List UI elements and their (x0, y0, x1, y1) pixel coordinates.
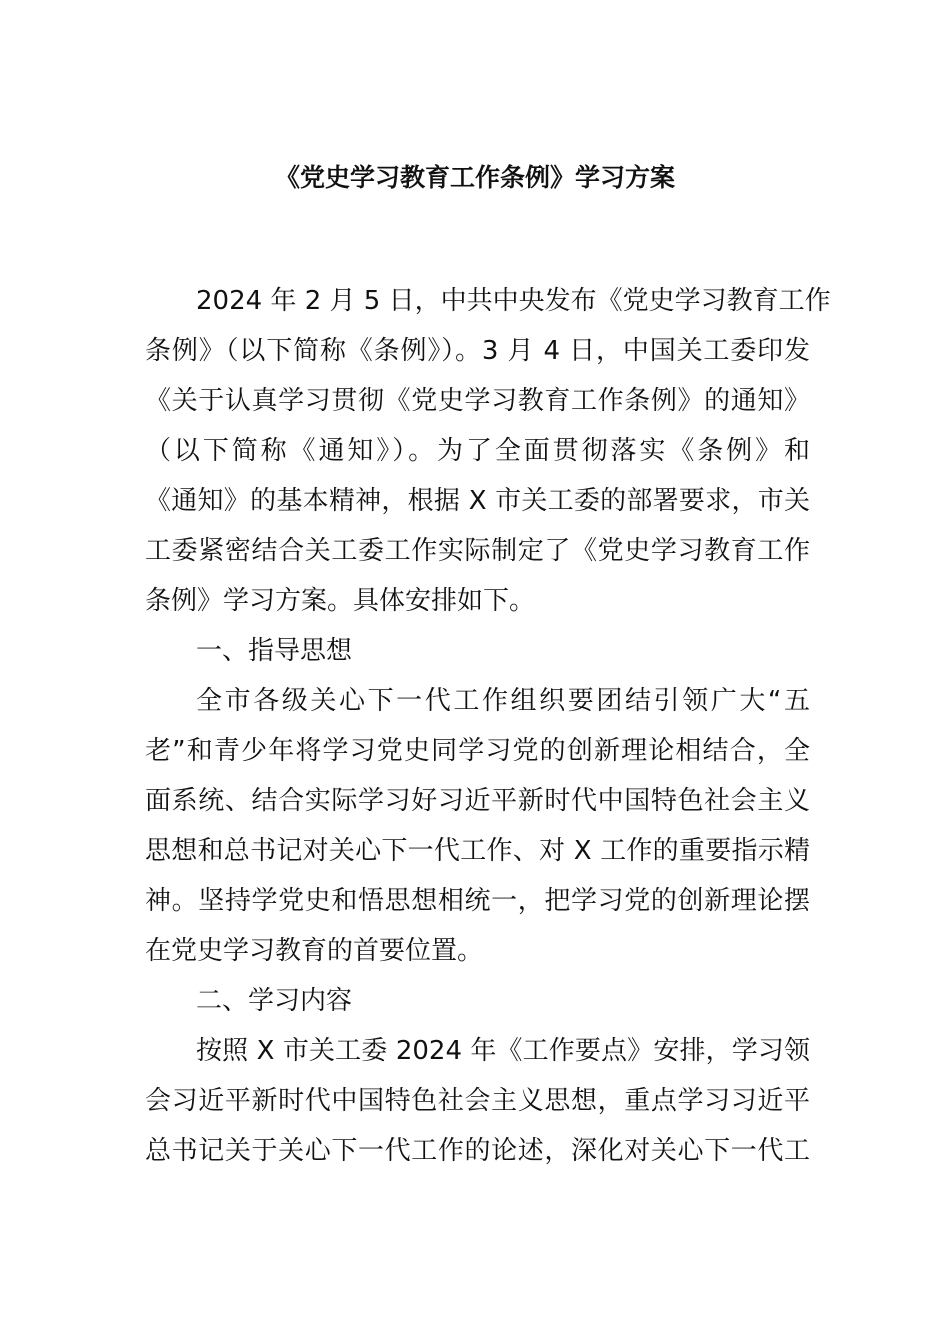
paragraph-line: 神。坚持学党史和悟思想相统一，把学习党的创新理论摆 (145, 886, 810, 916)
paragraph-line: 会习近平新时代中国特色社会主义思想，重点学习习近平 (145, 1086, 810, 1116)
paragraph-line: 2024 年 2 月 5 日，中共中央发布《党史学习教育工作 (196, 286, 831, 316)
document-title: 《党史学习教育工作条例》学习方案 (274, 163, 675, 192)
paragraph-line: 总书记关于关心下一代工作的论述，深化对关心下一代工 (145, 1136, 810, 1166)
paragraph-line: （以下简称《通知》）。为了全面贯彻落实《条例》和 (145, 436, 810, 466)
paragraph-line: 工委紧密结合关工委工作实际制定了《党史学习教育工作 (145, 536, 810, 566)
section-heading: 二、学习内容 (196, 986, 353, 1016)
paragraph-line: 老”和青少年将学习党史同学习党的创新理论相结合，全 (145, 736, 810, 766)
paragraph-line: 思想和总书记对关心下一代工作、对 X 工作的重要指示精 (145, 836, 810, 866)
paragraph-line: 《通知》的基本精神，根据 X 市关工委的部署要求，市关 (145, 486, 810, 516)
paragraph-line: 在党史学习教育的首要位置。 (145, 936, 484, 966)
paragraph-line: 《关于认真学习贯彻《党史学习教育工作条例》的通知》 (145, 386, 810, 416)
paragraph-line: 按照 X 市关工委 2024 年《工作要点》安排，学习领 (196, 1036, 810, 1066)
paragraph-line: 条例》学习方案。具体安排如下。 (145, 586, 536, 616)
paragraph-line: 全市各级关心下一代工作组织要团结引领广大“五 (196, 686, 810, 716)
section-heading: 一、指导思想 (196, 636, 353, 666)
paragraph-line: 条例》（以下简称《条例》）。3 月 4 日，中国关工委印发 (145, 336, 810, 366)
paragraph-line: 面系统、结合实际学习好习近平新时代中国特色社会主义 (145, 786, 810, 816)
